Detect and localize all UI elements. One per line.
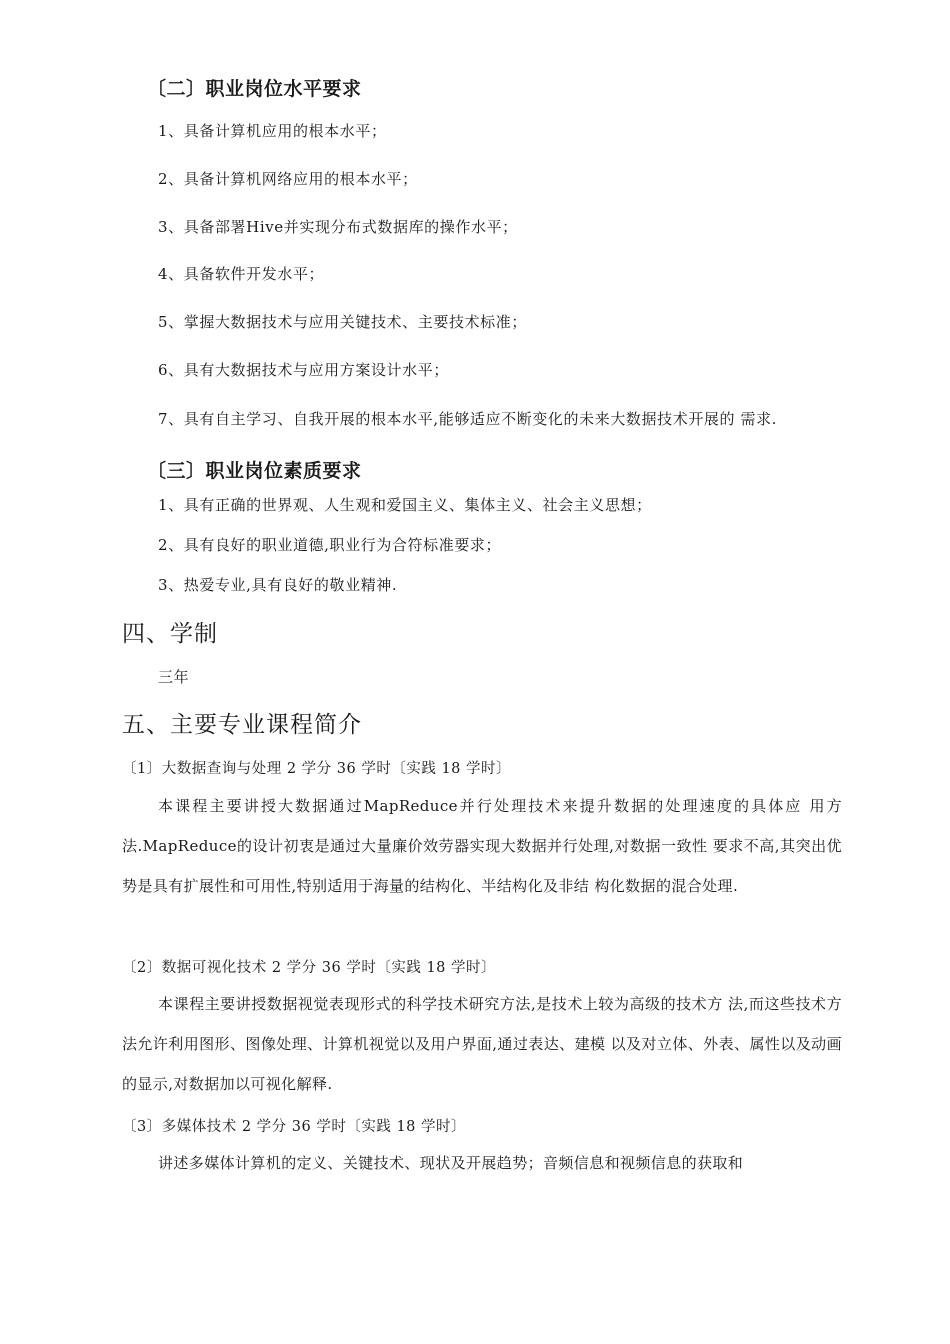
course-description: 讲述多媒体计算机的定义、关键技术、现状及开展趋势；音频信息和视频信息的获取和 bbox=[158, 1154, 744, 1172]
list-item: 6、具有大数据技术与应用方案设计水平； bbox=[158, 361, 449, 379]
course-title: 〔3〕多媒体技术 2 学分 36 学时〔实践 18 学时〕 bbox=[122, 1119, 467, 1135]
list-item: 1、具备计算机应用的根本水平； bbox=[158, 122, 387, 140]
course-description: 本课程主要讲授数据视觉表现形式的科学技术研究方法,是技术上较为高级的技术方 法,而这些技术方法允许利用图形、图像处理、计算机视觉以及用户界面,通过表达、建模 以及对立体、外表、属性以及动画的显示,对数据加以可视化解释. bbox=[122, 995, 842, 1093]
section-heading-job-skills: 〔二〕职业岗位水平要求 bbox=[147, 78, 362, 100]
list-item: 4、具备软件开发水平； bbox=[158, 265, 325, 283]
list-item: 2、具有良好的职业道德,职业行为合符标准要求； bbox=[158, 536, 502, 554]
list-item: 7、具有自主学习、自我开展的根本水平,能够适应不断变化的未来大数据技术开展的 需求. bbox=[158, 410, 778, 428]
section-heading-job-qualities: 〔三〕职业岗位素质要求 bbox=[147, 460, 362, 482]
course-title: 〔2〕数据可视化技术 2 学分 36 学时〔实践 18 学时〕 bbox=[122, 960, 497, 976]
list-item: 3、具备部署Hive并实现分布式数据库的操作水平； bbox=[158, 218, 518, 236]
list-item: 2、具备计算机网络应用的根本水平； bbox=[158, 170, 418, 188]
chapter-heading-duration: 四、学制 bbox=[122, 621, 218, 647]
list-item: 1、具有正确的世界观、人生观和爱国主义、集体主义、社会主义思想； bbox=[158, 496, 652, 514]
list-item: 5、掌握大数据技术与应用关键技术、主要技术标准； bbox=[158, 313, 527, 331]
duration-value: 三年 bbox=[158, 668, 190, 686]
course-title: 〔1〕大数据查询与处理 2 学分 36 学时〔实践 18 学时〕 bbox=[122, 761, 512, 777]
course-description: 本课程主要讲授大数据通过MapReduce并行处理技术来提升数据的处理速度的具体应 用方法.MapReduce的设计初衷是通过大量廉价效劳器实现大数据并行处理,对数据一致性 要求不高,其突出优势是具有扩展性和可用性,特别适用于海量的结构化、半结构化及非结 构化数据的混合处理. bbox=[122, 797, 842, 895]
chapter-heading-courses: 五、主要专业课程简介 bbox=[122, 712, 362, 738]
list-item: 3、热爱专业,具有良好的敬业精神. bbox=[158, 576, 398, 594]
